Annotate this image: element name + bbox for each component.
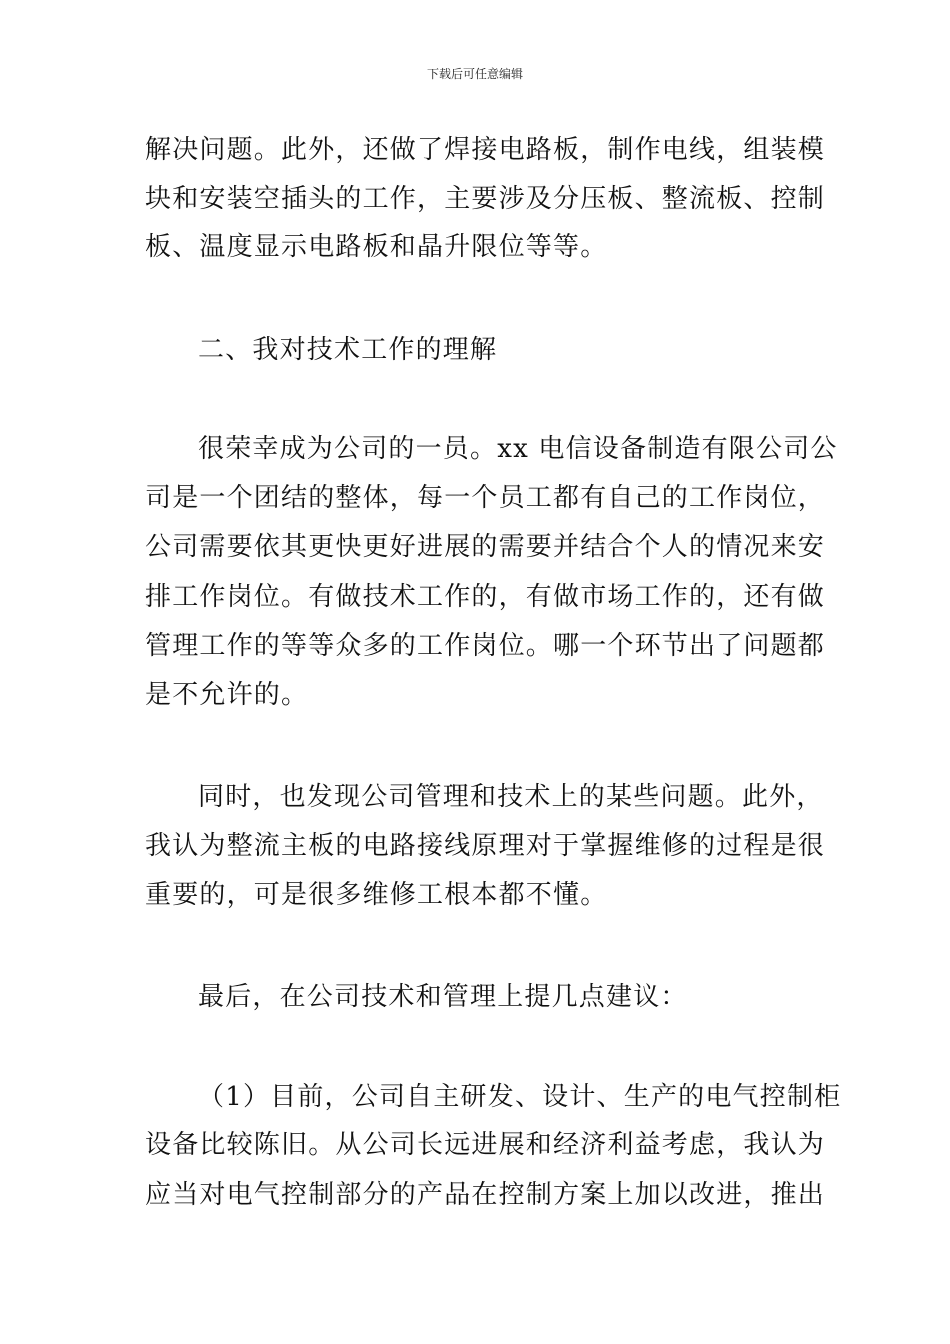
- paragraph-line: 解决问题。此外，还做了焊接电路板，制作电线，组装模: [145, 135, 826, 165]
- paragraph-line: 司是一个团结的整体，每一个员工都有自己的工作岗位，: [145, 483, 826, 513]
- paragraph-line: 块和安装空插头的工作，主要涉及分压板、整流板、控制: [145, 184, 826, 214]
- paragraph-line: 是不允许的。: [145, 680, 309, 710]
- paragraph-line: 管理工作的等等众多的工作岗位。哪一个环节出了问题都: [145, 631, 826, 661]
- paragraph-line: （1）目前，公司自主研发、设计、生产的电气控制柜: [198, 1082, 842, 1112]
- paragraph-line: 最后，在公司技术和管理上提几点建议：: [198, 982, 688, 1012]
- paragraph-line: 板、温度显示电路板和晶升限位等等。: [145, 232, 608, 262]
- paragraph-line: 排工作岗位。有做技术工作的，有做市场工作的，还有做: [145, 582, 826, 612]
- page-header: 下载后可任意编辑: [426, 67, 523, 81]
- section-heading: 二、我对技术工作的理解: [198, 335, 498, 365]
- paragraph-line: 应当对电气控制部分的产品在控制方案上加以改进，推出: [145, 1180, 826, 1210]
- paragraph-line: 很荣幸成为公司的一员。xx 电信设备制造有限公司公: [198, 434, 838, 464]
- paragraph-line: 同时，也发现公司管理和技术上的某些问题。此外，: [198, 782, 824, 812]
- paragraph-line: 公司需要依其更快更好进展的需要并结合个人的情况来安: [145, 532, 826, 562]
- paragraph-line: 我认为整流主板的电路接线原理对于掌握维修的过程是很: [145, 831, 826, 861]
- paragraph-line: 设备比较陈旧。从公司长远进展和经济利益考虑，我认为: [145, 1130, 826, 1160]
- paragraph-line: 重要的，可是很多维修工根本都不懂。: [145, 880, 608, 910]
